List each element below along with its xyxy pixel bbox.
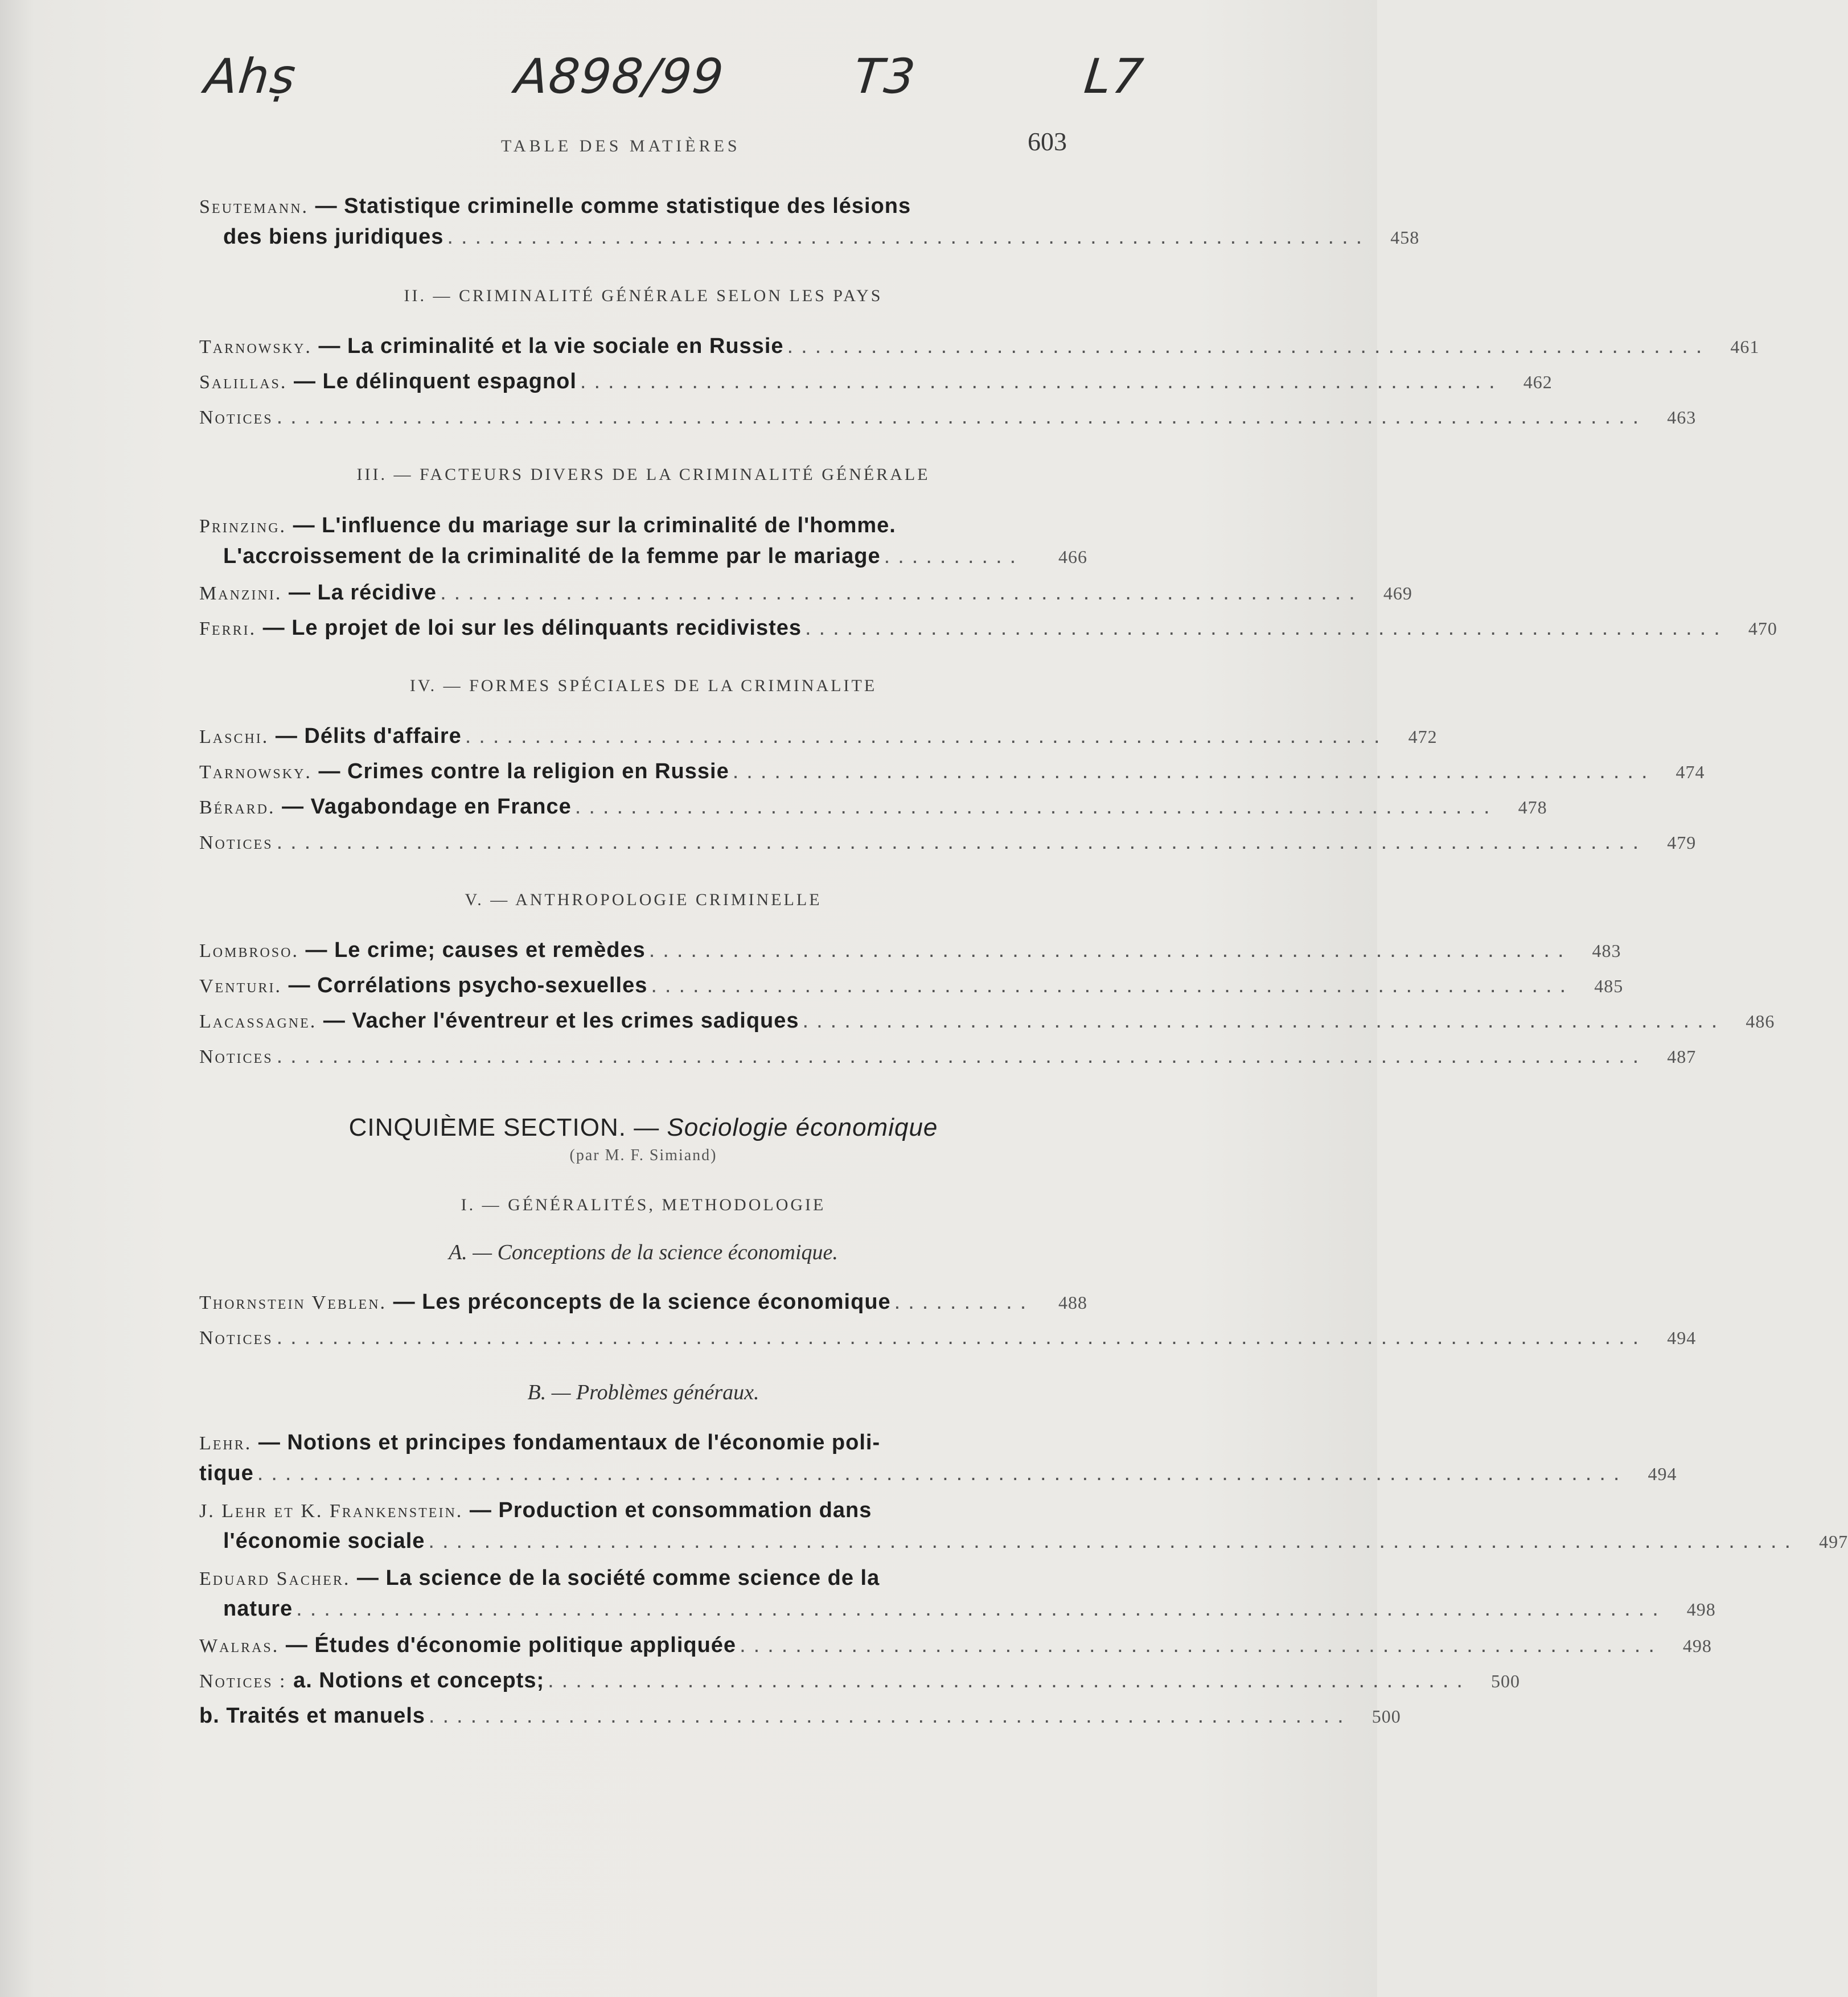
- toc-entry: Lombroso. — Le crime; causes et remèdes .................................................................. 483: [199, 932, 1087, 968]
- entry-author: J. Lehr et K. Frankenstein.: [199, 1501, 463, 1522]
- entry-page: 474: [1675, 762, 1705, 782]
- entry-title: a. Notions et concepts;: [293, 1669, 545, 1692]
- entry-title-cont: nature: [223, 1597, 293, 1621]
- entry-page: 462: [1523, 372, 1553, 392]
- toc-entry: Notices .................................................................................................. 479: [199, 824, 1087, 860]
- entry-author: Lombroso.: [199, 940, 299, 961]
- entry-page: 485: [1594, 976, 1624, 996]
- toc-entry: Salillas. — Le délinquent espagnol .................................................................. 462: [199, 364, 1087, 399]
- toc-entry: Lehr. — Notions et principes fondamentaux de l'économie poli- tique .................................................................................................. 494: [199, 1424, 1087, 1492]
- entry-title-cont: des biens juridiques: [223, 225, 444, 249]
- entry-author: Lehr.: [199, 1433, 252, 1454]
- entry-author: Seutemann.: [199, 196, 309, 217]
- entry-title: — Le crime; causes et remèdes: [305, 938, 646, 962]
- entry-page: 486: [1746, 1011, 1775, 1032]
- entry-title: — Notions et principes fondamentaux de l'économie poli-: [258, 1431, 881, 1454]
- section-title-italic: Sociologie économique: [667, 1113, 938, 1141]
- entry-author: Notices: [199, 1046, 273, 1067]
- entry-title-cont: tique: [199, 1461, 254, 1485]
- toc-entry: Lacassagne. — Vacher l'éventreur et les crimes sadiques .................................................................. 486: [199, 1003, 1087, 1038]
- subsection-heading: B. — Problèmes généraux.: [527, 1380, 759, 1404]
- toc-entry: b. Traités et manuels .................................................................. 500: [199, 1698, 1087, 1733]
- toc-entry: Venturi. — Corrélations psycho-sexuelles .................................................................. 485: [199, 968, 1087, 1003]
- entry-author: Laschi.: [199, 726, 269, 747]
- entry-page: 500: [1371, 1706, 1401, 1727]
- toc-entry: Notices .................................................................................................. 494: [199, 1320, 1087, 1355]
- toc-entry: Manzini. — La récidive .................................................................. 469: [199, 575, 1087, 610]
- entry-title: — Le projet de loi sur les délinquants recidivistes: [262, 616, 802, 640]
- running-title: TABLE DES MATIÈRES: [501, 137, 741, 155]
- section-heading: II. — CRIMINALITÉ GÉNÉRALE SELON LES PAYS: [404, 286, 883, 305]
- toc-entry: Walras. — Études d'économie politique appliquée .................................................................. 498: [199, 1628, 1087, 1663]
- entry-title: — La récidive: [288, 581, 437, 605]
- handwritten-mark: L7: [1081, 48, 1147, 104]
- entry-page: 487: [1667, 1046, 1697, 1067]
- entry-title: — Corrélations psycho-sexuelles: [288, 973, 648, 997]
- handwritten-mark: Ahṣ: [202, 48, 299, 104]
- entry-author: Tarnowsky.: [199, 336, 312, 358]
- entry-title-cont: l'économie sociale: [223, 1529, 425, 1553]
- entry-author: Ferri.: [199, 618, 257, 639]
- toc-entry: Thornstein Veblen. — Les préconcepts de la science économique .......... 488: [199, 1284, 1087, 1320]
- entry-page: 498: [1686, 1599, 1716, 1620]
- entry-author: Thornstein Veblen.: [199, 1292, 387, 1313]
- entry-author: Bérard.: [199, 797, 276, 818]
- toc-entry: Notices .................................................................................................. 463: [199, 399, 1087, 434]
- section-heading: III. — FACTEURS DIVERS DE LA CRIMINALITÉ GÉNÉRALE: [356, 465, 930, 484]
- entry-title: — Délits d'affaire: [275, 724, 462, 748]
- entry-author: Notices :: [199, 1671, 287, 1692]
- entry-title: — La science de la société comme science de la: [356, 1566, 880, 1590]
- page-number: 603: [1028, 127, 1067, 156]
- entry-page: 463: [1667, 407, 1697, 428]
- entry-title: — Vagabondage en France: [282, 795, 572, 819]
- entry-page: 478: [1518, 797, 1547, 817]
- entry-page: 461: [1730, 336, 1760, 357]
- entry-author: Prinzing.: [199, 516, 287, 537]
- subsection-heading: A. — Conceptions de la science économique.: [449, 1240, 838, 1264]
- toc-entry: Ferri. — Le projet de loi sur les délinquants recidivistes .................................................................. 470: [199, 610, 1087, 646]
- entry-author: Eduard Sacher.: [199, 1568, 351, 1589]
- entry-author: Lacassagne.: [199, 1011, 317, 1032]
- entry-page: 458: [1390, 227, 1420, 248]
- entry-page: 494: [1648, 1464, 1677, 1484]
- entry-page: 483: [1592, 940, 1621, 961]
- entry-title: — Vacher l'éventreur et les crimes sadiques: [323, 1009, 799, 1033]
- entry-page: 479: [1667, 832, 1697, 853]
- entry-author: Venturi.: [199, 976, 282, 997]
- entry-title-cont: L'accroissement de la criminalité de la femme par le mariage: [223, 544, 881, 568]
- entry-author: Notices: [199, 832, 273, 853]
- entry-title: b. Traités et manuels: [199, 1704, 425, 1728]
- entry-author: Salillas.: [199, 372, 288, 393]
- entry-page: 469: [1383, 583, 1412, 603]
- section-title: [199, 1113, 1087, 1142]
- entry-title: — La criminalité et la vie sociale en Russie: [318, 334, 784, 358]
- entry-page: 466: [1058, 546, 1087, 567]
- section-heading: I. — GÉNÉRALITÉS, METHODOLOGIE: [461, 1195, 826, 1214]
- section-byline: (par M. F. Simiand): [569, 1147, 717, 1164]
- entry-page: 472: [1408, 726, 1438, 747]
- toc-entry: Seutemann. — Statistique criminelle comme statistique des lésions des biens juridiques .................................................................. 458: [199, 188, 1087, 256]
- entry-author: Notices: [199, 407, 273, 428]
- toc-entry: Prinzing. — L'influence du mariage sur la criminalité de l'homme. L'accroissement de la criminalité de la femme par le mariage .......... 466: [199, 507, 1087, 575]
- entry-page: 494: [1667, 1328, 1697, 1348]
- toc-entry: Bérard. — Vagabondage en France .................................................................. 478: [199, 789, 1087, 824]
- toc-entry: Eduard Sacher. — La science de la société comme science de la nature .................................................................................................. 498: [199, 1560, 1087, 1628]
- handwritten-mark: T3: [851, 48, 919, 104]
- entry-title: — Statistique criminelle comme statistique des lésions: [315, 194, 911, 218]
- section-heading: V. — ANTHROPOLOGIE CRIMINELLE: [465, 890, 822, 909]
- entry-page: 470: [1748, 618, 1777, 639]
- entry-title: — Production et consommation dans: [469, 1498, 872, 1522]
- section-heading: IV. — FORMES SPÉCIALES DE LA CRIMINALITE: [409, 676, 877, 695]
- toc-entry: J. Lehr et K. Frankenstein. — Production et consommation dans l'économie sociale .................................................................................................. 497: [199, 1492, 1087, 1560]
- entry-page: 500: [1490, 1671, 1520, 1691]
- entry-title: — Les préconcepts de la science économique: [393, 1290, 891, 1314]
- entry-title: — Études d'économie politique appliquée: [285, 1633, 737, 1657]
- section-title-main: CINQUIÈME SECTION. —: [348, 1113, 660, 1141]
- toc-entry: Tarnowsky. — Crimes contre la religion en Russie .................................................................. 474: [199, 754, 1087, 789]
- handwritten-mark: A898/99: [512, 48, 728, 104]
- entry-page: 498: [1682, 1636, 1712, 1656]
- toc-entry: Laschi. — Délits d'affaire .................................................................. 472: [199, 718, 1087, 754]
- entry-author: Notices: [199, 1328, 273, 1349]
- entry-page: 488: [1058, 1292, 1087, 1313]
- entry-title: — Crimes contre la religion en Russie: [318, 759, 729, 783]
- toc-entry: Tarnowsky. — La criminalité et la vie sociale en Russie .................................................................. 461: [199, 328, 1087, 364]
- entry-author: Tarnowsky.: [199, 762, 312, 783]
- entry-author: Manzini.: [199, 583, 282, 604]
- table-of-contents: [199, 188, 1848, 1733]
- entry-title: — L'influence du mariage sur la criminalité de l'homme.: [293, 513, 896, 537]
- toc-entry: Notices : a. Notions et concepts; .................................................................. 500: [199, 1663, 1087, 1698]
- entry-author: Walras.: [199, 1636, 280, 1657]
- entry-title: — Le délinquent espagnol: [293, 369, 577, 393]
- toc-entry: Notices .................................................................................................. 487: [199, 1038, 1087, 1074]
- entry-page: 497: [1819, 1531, 1848, 1552]
